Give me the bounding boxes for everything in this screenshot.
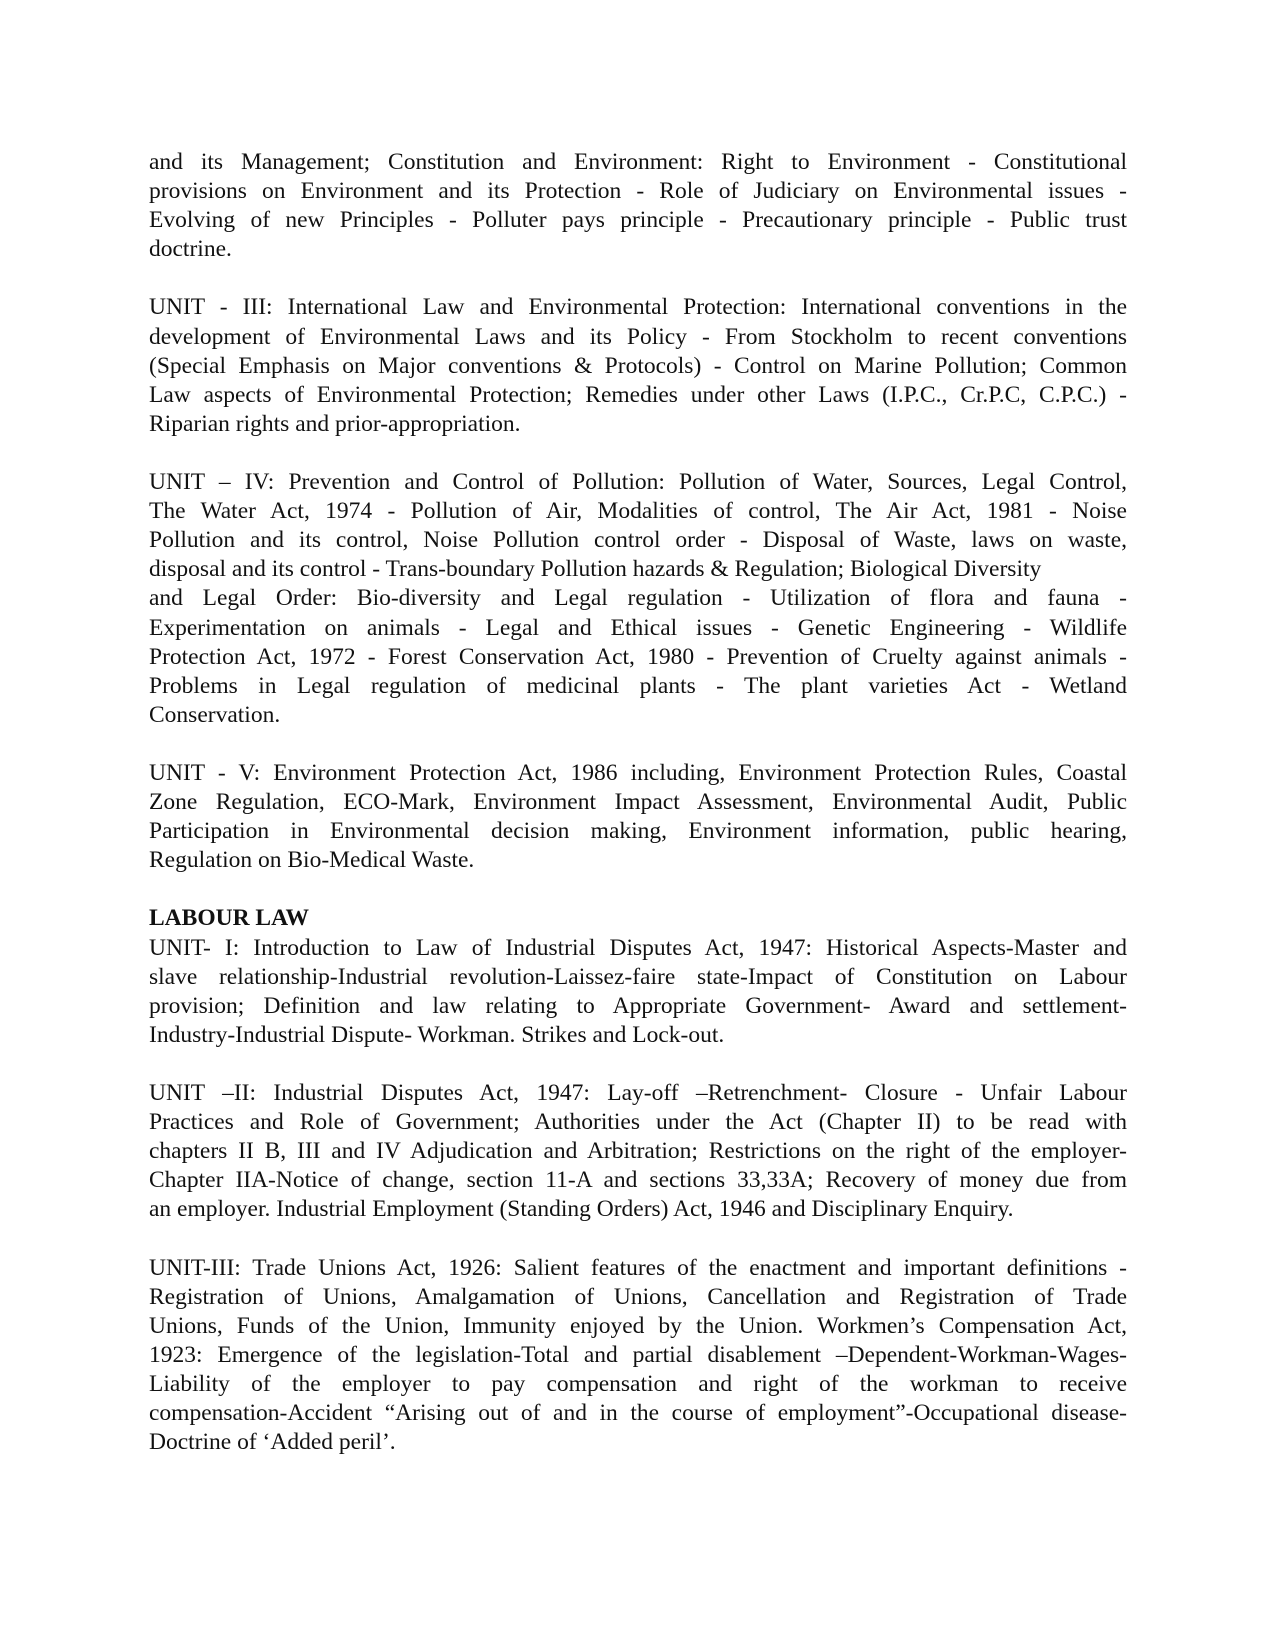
text-line: UNIT- I: Introduction to Law of Industrial Disputes Act, 1947: Historical Aspects-Master and — [149, 934, 1127, 961]
paragraph-labour-unit-3 — [149, 1254, 1127, 1458]
text-line: disposal and its control - Trans-boundary Pollution hazards & Regulation; Biological Diversity — [149, 556, 1042, 583]
text-line: and Legal Order: Bio-diversity and Legal regulation - Utilization of flora and fauna - — [149, 585, 1127, 612]
text-line: UNIT-III: Trade Unions Act, 1926: Salient features of the enactment and important definitions - — [149, 1254, 1127, 1281]
paragraph-intro-continued — [149, 148, 1127, 264]
paragraph-unit-4 — [149, 468, 1127, 730]
text-line: Protection Act, 1972 - Forest Conservation Act, 1980 - Prevention of Cruelty against animals - — [149, 643, 1127, 670]
text-line: provisions on Environment and its Protection - Role of Judiciary on Environmental issues - — [149, 178, 1127, 205]
paragraph-unit-3 — [149, 293, 1127, 438]
text-line: UNIT - III: International Law and Environmental Protection: International conventions in the — [149, 294, 1127, 321]
text-line: UNIT - V: Environment Protection Act, 1986 including, Environment Protection Rules, Coastal — [149, 759, 1127, 786]
text-line: doctrine. — [149, 236, 232, 263]
text-line: 1923: Emergence of the legislation-Total and partial disablement –Dependent-Workman-Wages- — [149, 1341, 1127, 1368]
section-heading: LABOUR LAW — [149, 905, 309, 932]
text-line: Unions, Funds of the Union, Immunity enjoyed by the Union. Workmen’s Compensation Act, — [149, 1312, 1127, 1339]
text-line: Practices and Role of Government; Authorities under the Act (Chapter II) to be read with — [149, 1109, 1127, 1136]
text-line: Participation in Environmental decision making, Environment information, public hearing, — [149, 818, 1127, 845]
text-line: Law aspects of Environmental Protection; Remedies under other Laws (I.P.C., Cr.P.C, C.P.C.) - — [149, 381, 1127, 408]
paragraph-labour-unit-1 — [149, 934, 1127, 1050]
text-line: UNIT – IV: Prevention and Control of Pollution: Pollution of Water, Sources, Legal Control, — [149, 469, 1127, 496]
text-line: and its Management; Constitution and Environment: Right to Environment - Constitutional — [149, 149, 1127, 175]
text-line: Doctrine of ‘Added peril’. — [149, 1429, 396, 1456]
paragraph-labour-unit-2 — [149, 1079, 1127, 1224]
text-line: UNIT –II: Industrial Disputes Act, 1947: Lay-off –Retrenchment- Closure - Unfair Labour — [149, 1080, 1127, 1106]
text-line: Riparian rights and prior-appropriation. — [149, 410, 521, 437]
section-labour-law — [149, 904, 1127, 1457]
text-line: slave relationship-Industrial revolution-Laissez-faire state-Impact of Constitution on Labour — [149, 963, 1127, 990]
text-line: Regulation on Bio-Medical Waste. — [149, 847, 475, 874]
text-line: chapters II B, III and IV Adjudication and Arbitration; Restrictions on the right of the employer- — [149, 1138, 1127, 1165]
text-line: The Water Act, 1974 - Pollution of Air, Modalities of control, The Air Act, 1981 - Noise — [149, 498, 1127, 525]
text-line: Liability of the employer to pay compensation and right of the workman to receive — [149, 1370, 1127, 1397]
document-page — [149, 148, 1127, 1486]
text-line: Chapter IIA-Notice of change, section 11-A and sections 33,33A; Recovery of money due from — [149, 1167, 1127, 1194]
text-line: compensation-Accident “Arising out of and in the course of employment”-Occupational disease- — [149, 1400, 1127, 1427]
text-line: Pollution and its control, Noise Pollution control order - Disposal of Waste, laws on waste, — [149, 527, 1127, 554]
text-line: Industry-Industrial Dispute- Workman. Strikes and Lock-out. — [149, 1021, 725, 1048]
text-line: Conservation. — [149, 701, 281, 728]
text-line: Problems in Legal regulation of medicinal plants - The plant varieties Act - Wetland — [149, 672, 1127, 699]
text-line: development of Environmental Laws and its Policy - From Stockholm to recent conventions — [149, 323, 1127, 350]
text-line: Zone Regulation, ECO-Mark, Environment Impact Assessment, Environmental Audit, Public — [149, 789, 1127, 816]
text-line: Experimentation on animals - Legal and Ethical issues - Genetic Engineering - Wildlife — [149, 614, 1127, 641]
text-line: provision; Definition and law relating to Appropriate Government- Award and settlement- — [149, 992, 1127, 1019]
text-line: an employer. Industrial Employment (Standing Orders) Act, 1946 and Disciplinary Enquiry. — [149, 1196, 1014, 1223]
text-line: Evolving of new Principles - Polluter pays principle - Precautionary principle - Public trust — [149, 207, 1127, 234]
text-line: (Special Emphasis on Major conventions & Protocols) - Control on Marine Pollution; Common — [149, 352, 1127, 379]
paragraph-unit-5 — [149, 759, 1127, 875]
text-line: Registration of Unions, Amalgamation of Unions, Cancellation and Registration of Trade — [149, 1283, 1127, 1310]
